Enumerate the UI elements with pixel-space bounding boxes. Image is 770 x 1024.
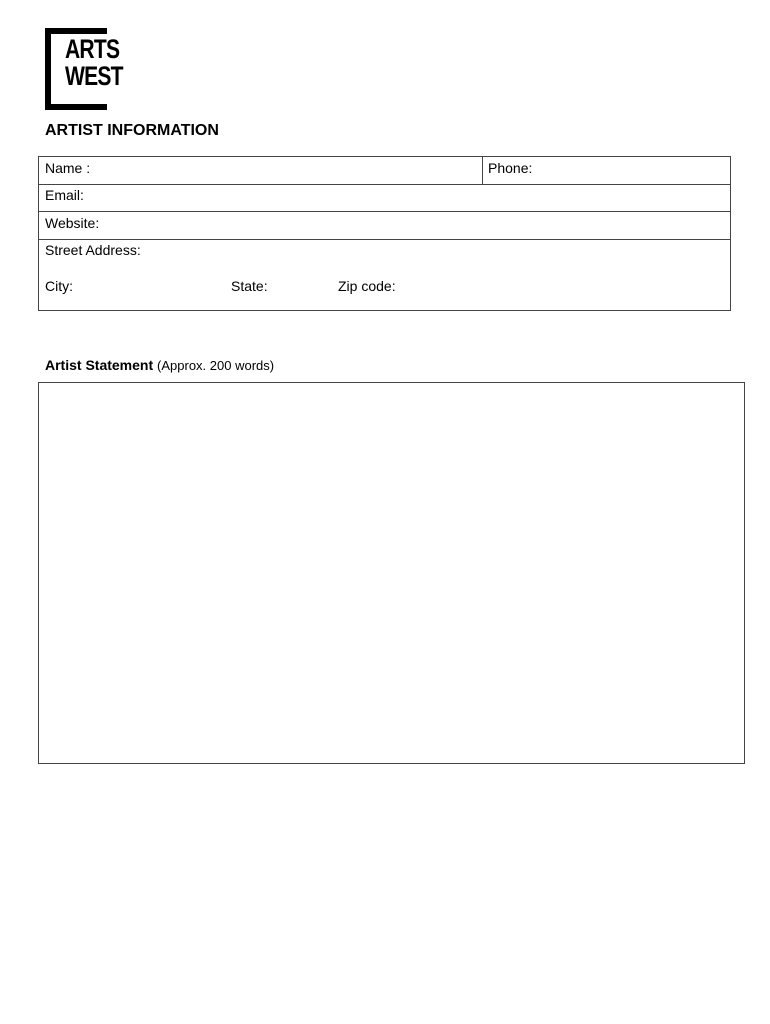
logo-text (65, 36, 123, 90)
artist-information-title: ARTIST INFORMATION (45, 122, 219, 139)
artist-statement-heading (45, 357, 274, 373)
email-label: Email: (45, 187, 84, 203)
website-row (39, 212, 730, 240)
phone-label: Phone: (488, 160, 533, 176)
email-row (39, 184, 730, 212)
logo-line-arts: ARTS (65, 34, 120, 64)
logo-line-west: WEST (65, 61, 123, 91)
artist-statement-box[interactable] (38, 382, 745, 764)
zip-code-label: Zip code: (338, 278, 396, 294)
artist-statement-note: (Approx. 200 words) (157, 358, 275, 373)
website-label: Website: (45, 215, 100, 231)
artist-statement-label: Artist Statement (45, 357, 154, 373)
street-address-label: Street Address: (45, 242, 141, 258)
arts-west-logo (45, 28, 127, 106)
artist-information-table (38, 156, 731, 311)
name-phone-row (39, 157, 730, 185)
name-label: Name : (45, 160, 91, 176)
state-label: State: (231, 278, 268, 294)
city-label: City: (45, 278, 73, 294)
phone-divider (482, 157, 483, 184)
